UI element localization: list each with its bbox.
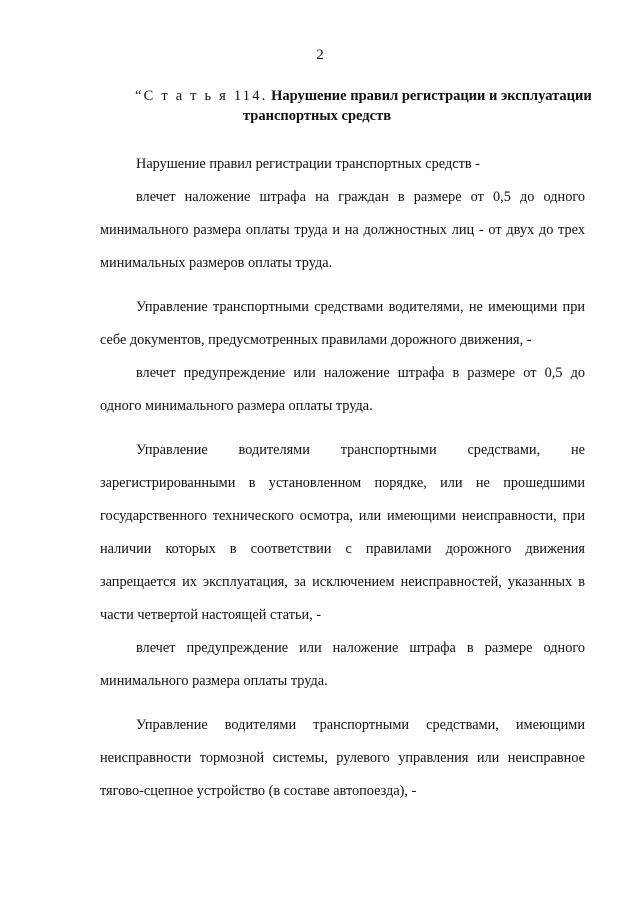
- paragraph: влечет предупреждение или наложение штрафа в размере от 0,5 до одного минимального размера оплаты труда.: [100, 365, 585, 414]
- paragraph: Нарушение правил регистрации транспортных средств -: [136, 156, 480, 172]
- article-number: “С т а т ь я 114.: [135, 88, 268, 104]
- article-title-line2: транспортных средств: [243, 108, 392, 124]
- paragraph: влечет предупреждение или наложение штрафа в размере одного минимального размера оплаты труда.: [100, 640, 585, 689]
- article-body: [100, 148, 585, 808]
- paragraph: влечет наложение штрафа на граждан в размере от 0,5 до одного минимального размера оплаты труда и на должностных лиц - от двух до трех минимальных размеров оплаты труда.: [100, 189, 585, 271]
- paragraph: Управление транспортными средствами водителями, не имеющими при себе документов, предусмотренных правилами дорожного движения, -: [100, 299, 585, 348]
- page-number: 2: [316, 47, 324, 63]
- article-title-line1: Нарушение правил регистрации и эксплуатации: [271, 88, 592, 104]
- paragraph: Управление водителями транспортными средствами, не зарегистрированными в установленном порядке, или не прошедшими государственного технического осмотра, или имеющими неисправности, при наличии которых в соответствии с правилами дорожного движения запрещается их эксплуатация, за исключением неисправностей, указанных в части четвертой настоящей статьи, -: [100, 442, 585, 623]
- paragraph: Управление водителями транспортными средствами, имеющими неисправности тормозной системы, рулевого управления или неисправное тягово-сцепное устройство (в составе автопоезда), -: [100, 717, 585, 799]
- article-heading: [135, 86, 595, 126]
